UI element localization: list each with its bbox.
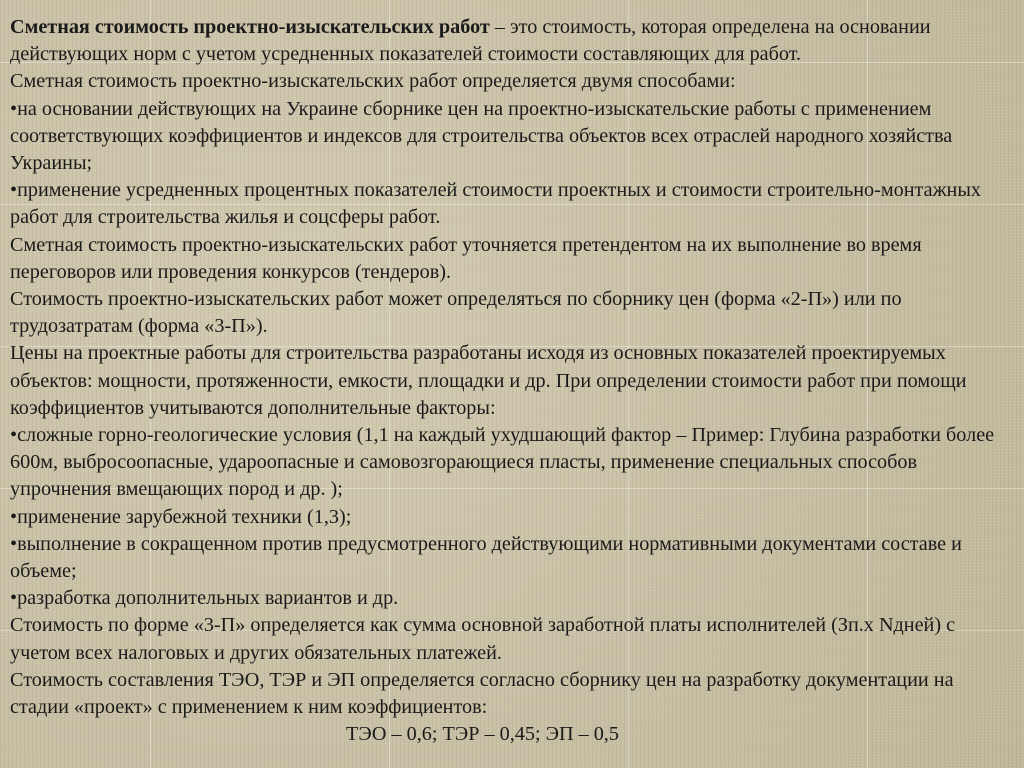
prices-paragraph: Цены на проектные работы для строительства разработаны исходя из основных показателей проектируемых объектов: мощности, протяженности, емкости, площадки и др. При определении стоимости работ при помощи коэффициентов учитываются дополнительные факторы:	[10, 342, 967, 419]
methods-intro: Сметная стоимость проектно-изыскательских работ определяется двумя способами:	[10, 70, 736, 93]
factor-bullet-1-text: сложные горно-геологические условия (1,1 на каждый ухудшающий фактор – Пример: Глубина разработки более 600м, выбросоопасные, удароопасные и самовозгорающиеся пласты, применение специальных способов упрочнения вмещающих пород и др. );	[10, 424, 995, 501]
method-bullet-2	[10, 177, 1016, 231]
factor-bullet-1	[10, 422, 1016, 504]
factor-bullet-3-text: выполнение в сокращенном против предусмотренного действующими нормативными документами составе и объеме;	[10, 532, 962, 583]
factor-bullet-2	[10, 504, 1016, 531]
definition-term: Сметная стоимость проектно-изыскательских работ	[10, 16, 490, 38]
method-bullet-2-text: применение усредненных процентных показателей стоимости проектных и стоимости строительно-монтажных работ для строительства жилья и соцсферы работ.	[10, 179, 981, 229]
forms-paragraph: Стоимость проектно-изыскательских работ может определяться по сборнику цен (форма «2-П») или по трудозатратам (форма «3-П»).	[10, 288, 902, 338]
definition-text: – это стоимость, которая определена на основании действующих норм с учетом усредненных показателей стоимости составляющих для работ.	[10, 16, 931, 66]
refinement-paragraph: Сметная стоимость проектно-изыскательских работ уточняется претендентом на их выполнение во время переговоров или проведения конкурсов (тендеров).	[10, 233, 922, 283]
method-bullet-1-text: на основании действующих на Украине сборнике цен на проектно-изыскательские работы с применением соответствующих коэффициентов и индексов для строительства объектов всех отраслей народного хозяйства Украины;	[10, 97, 953, 175]
factor-bullet-4	[10, 585, 1016, 612]
factor-bullet-3	[10, 531, 1016, 585]
form-3p-paragraph: Стоимость по форме «3-П» определяется как сумма основной заработной платы исполнителей (Зп.х Nдней) с учетом всех налоговых и других обязательных платежей.	[10, 614, 956, 664]
coefficients-line: ТЭО – 0,6; ТЭР – 0,45; ЭП – 0,5	[346, 723, 619, 746]
teo-paragraph: Стоимость составления ТЭО, ТЭР и ЭП определяется согласно сборнику цен на разработку документации на стадии «проект» с применением к ним коэффициентов:	[10, 668, 954, 719]
factor-bullet-2-text: применение зарубежной техники (1,3);	[17, 505, 352, 528]
method-bullet-1	[10, 96, 1016, 178]
slide-body	[10, 14, 1016, 748]
definition-paragraph	[10, 14, 1016, 68]
factor-bullet-4-text: разработка дополнительных вариантов и др.	[17, 587, 399, 610]
